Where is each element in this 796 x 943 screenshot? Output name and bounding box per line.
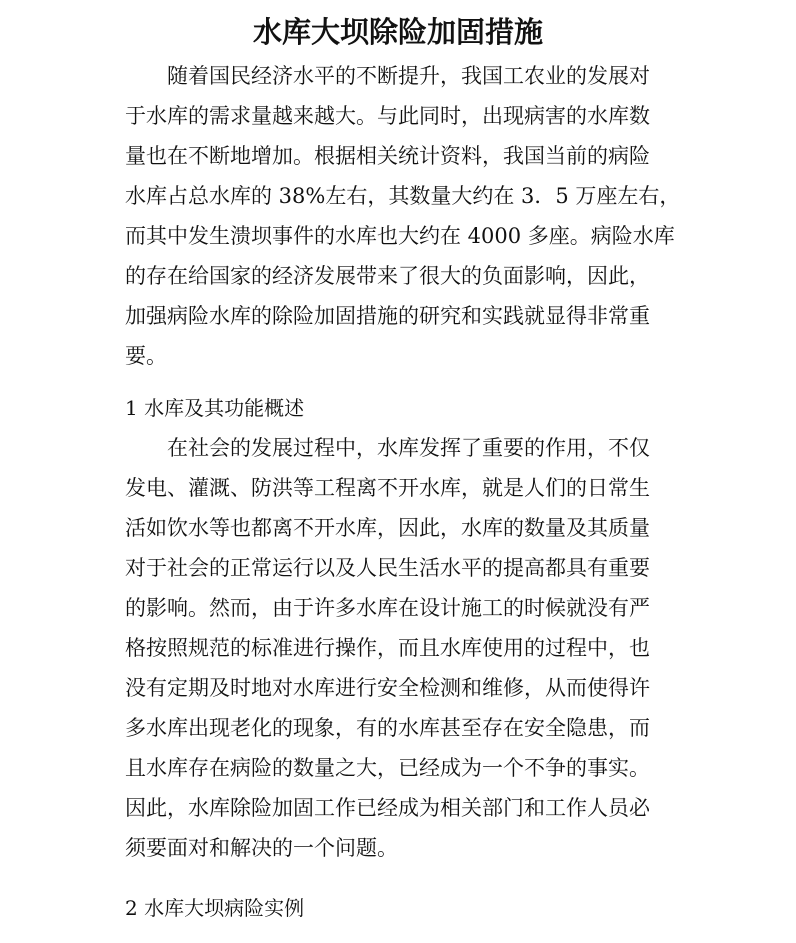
text-line: 量也在不断地增加。根据相关统计资料，我国当前的病险 — [125, 144, 650, 168]
text-line: 的存在给国家的经济发展带来了很大的负面影响，因此， — [125, 264, 650, 288]
text-line: 于水库的需求量越来越大。与此同时，出现病害的水库数 — [125, 104, 650, 128]
text-line: 的影响。然而，由于许多水库在设计施工的时候就没有严 — [125, 596, 650, 620]
text-line: 多水库出现老化的现象，有的水库甚至存在安全隐患，而 — [125, 716, 650, 740]
text-line: 格按照规范的标准进行操作，而且水库使用的过程中，也 — [125, 636, 650, 660]
intro-paragraph — [125, 56, 683, 376]
text-line: 须要面对和解决的一个问题。 — [125, 836, 398, 860]
document-title: 水库大坝除险加固措施 — [252, 15, 543, 49]
text-line: 要。 — [125, 344, 167, 368]
text-line: 随着国民经济水平的不断提升，我国工农业的发展对 — [125, 64, 650, 88]
text-line: 活如饮水等也都离不开水库，因此，水库的数量及其质量 — [125, 516, 650, 540]
section-heading-1: 1 水库及其功能概述 — [125, 396, 305, 420]
text-line: 发电、灌溉、防洪等工程离不开水库，就是人们的日常生 — [125, 476, 650, 500]
section-1-paragraph — [125, 428, 683, 868]
text-line: 对于社会的正常运行以及人民生活水平的提高都具有重要 — [125, 556, 650, 580]
text-line: 加强病险水库的除险加固措施的研究和实践就显得非常重 — [125, 304, 650, 328]
text-line: 且水库存在病险的数量之大，已经成为一个不争的事实。 — [125, 756, 650, 780]
text-line: 没有定期及时地对水库进行安全检测和维修，从而使得许 — [125, 676, 650, 700]
text-line: 而其中发生溃坝事件的水库也大约在 4000 多座。病险水库 — [125, 224, 675, 248]
text-line: 水库占总水库的 38%左右，其数量大约在 3．5 万座左右， — [125, 184, 681, 208]
section-heading-2: 2 水库大坝病险实例 — [125, 896, 305, 920]
text-line: 因此，水库除险加固工作已经成为相关部门和工作人员必 — [125, 796, 650, 820]
text-line: 在社会的发展过程中，水库发挥了重要的作用，不仅 — [125, 436, 650, 460]
